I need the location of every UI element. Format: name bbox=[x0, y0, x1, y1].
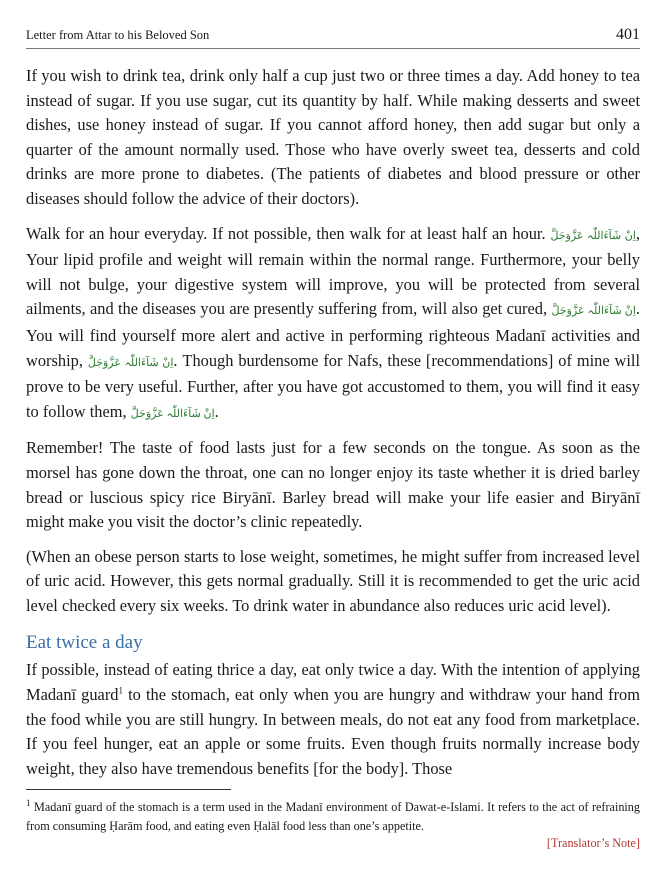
arabic-phrase: اِنْ شَآءَاللّٰہ عَزَّوَجَلَّ bbox=[87, 356, 174, 369]
header-title: Letter from Attar to his Beloved Son bbox=[26, 28, 210, 42]
paragraph-eat-twice-text: If possible, instead of eating thrice a day, eat only twice a day. With the intention of applying Madanī guard bbox=[26, 660, 640, 705]
footnote-divider bbox=[26, 789, 231, 790]
arabic-phrase: اِنْ شَآءَاللّٰہ عَزَّوَجَلَّ bbox=[550, 229, 636, 242]
arabic-phrase: اِنْ شَآءَاللّٰہ عَزَّوَجَلَّ bbox=[551, 305, 636, 318]
arabic-phrase: اِنْ شَآءَاللّٰہ عَزَّوَجَلَّ bbox=[130, 407, 215, 420]
section-heading: Eat twice a day bbox=[26, 632, 143, 654]
footnote-reference[interactable]: 1 bbox=[118, 685, 123, 696]
paragraph-walk bbox=[26, 222, 640, 427]
paragraph-tea: If you wish to drink tea, drink only half a cup just two or three times a day. Add honey to tea instead of sugar. If you use sugar, cut its quantity by half. While making desserts and sweet dishes, use honey instead of sugar. If you cannot afford honey, then add sugar but only a quarter of the amount normally used. Those who have overly sweet tea, desserts and cold drinks are more prone to diabetes. (The patients of diabetes and blood pressure or other diseases should follow the advice of their doctors). bbox=[26, 66, 640, 208]
paragraph-eat-twice bbox=[26, 658, 640, 781]
translator-note: [Translator’s Note] bbox=[546, 836, 640, 850]
running-header bbox=[26, 24, 640, 49]
paragraph-walk-text: Walk for an hour everyday. If not possible, then walk for at least half an hour. bbox=[26, 223, 546, 243]
paragraph-walk-text: , Your lipid profile and weight will remain within the normal range. Furthermore, your belly will not bulge, your digestive system will improve, you will be protected from several ailments, and the diseases you are presently suffering from, will also get cured, bbox=[26, 223, 640, 319]
page-number: 401 bbox=[616, 26, 640, 43]
paragraph-walk-text: . Though burdensome for Nafs, these [recommendations] of mine will prove to be very useful. Further, after you have got accustomed to them, you will find it easy to follow them, bbox=[26, 350, 640, 421]
paragraph-walk-text: . You will find yourself more alert and active in performing righteous Madanī activities and worship, bbox=[26, 299, 640, 370]
paragraph-uric-acid: (When an obese person starts to lose weight, sometimes, he might suffer from increased level of uric acid. However, this gets normal gradually. Still it is recommended to get the uric acid level checked every six weeks. To drink water in abundance also reduces uric acid level). bbox=[26, 546, 640, 615]
paragraph-taste: Remember! The taste of food lasts just for a few seconds on the tongue. As soon as the morsel has gone down the throat, one can no longer enjoy its taste whether it is dried barley bread or luscious spicy rice Biryānī. Barley bread will make your life easier and Biryānī might make you visit the doctor’s clinic repeatedly. bbox=[26, 438, 640, 532]
paragraph-walk-text: . bbox=[214, 401, 219, 421]
page-body bbox=[26, 64, 640, 791]
paragraph-eat-twice-text: to the stomach, eat only when you are hungry and withdraw your hand from the food while you are still hungry. In between meals, do not eat any food from marketplace. If you feel hunger, eat an apple or some fruits. Even though fruits normally increase body weight, they also have tremendous benefits [for the body]. Those bbox=[26, 685, 640, 778]
footnote-text: Madanī guard of the stomach is a term used in the Madanī environment of Dawat-e-Islami. It refers to the act of refraining from consuming Ḥarām food, and eating even Ḥalāl food less than one’s appetite. bbox=[26, 800, 640, 833]
footnote-mark: 1 bbox=[26, 797, 31, 808]
footnote bbox=[26, 798, 640, 836]
